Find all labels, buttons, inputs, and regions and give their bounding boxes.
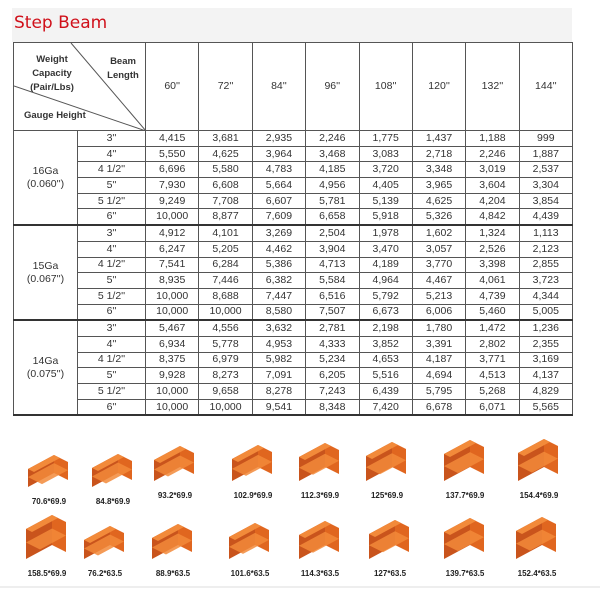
beam-dimension-label: 158.5*69.9 xyxy=(27,569,67,578)
beam-profile-item xyxy=(215,503,285,578)
capacity-cell: 1,188 xyxy=(466,131,519,147)
capacity-cell: 8,688 xyxy=(199,288,252,304)
capacity-cell: 4,333 xyxy=(306,336,359,352)
gauge-thickness: (0.075'') xyxy=(26,367,65,380)
beam-height-cell: 3'' xyxy=(78,320,146,336)
step-beam-icon xyxy=(90,431,136,491)
capacity-cell: 5,005 xyxy=(519,304,572,320)
capacity-cell: 4,625 xyxy=(412,193,465,209)
step-beam-icon xyxy=(516,425,562,485)
capacity-cell: 5,781 xyxy=(306,193,359,209)
capacity-cell: 4,101 xyxy=(199,225,252,241)
capacity-cell: 3,771 xyxy=(466,352,519,368)
beam-profile-item xyxy=(14,431,84,506)
capacity-cell: 4,912 xyxy=(146,225,199,241)
beam-height-cell: 4'' xyxy=(78,146,146,162)
capacity-cell: 5,550 xyxy=(146,146,199,162)
capacity-cell: 6,247 xyxy=(146,241,199,257)
capacity-cell: 5,584 xyxy=(306,273,359,289)
capacity-cell: 4,467 xyxy=(412,273,465,289)
capacity-cell: 4,415 xyxy=(146,131,199,147)
capacity-cell: 6,673 xyxy=(359,304,412,320)
table-row xyxy=(14,368,573,384)
step-beam-icon xyxy=(297,503,343,563)
step-beam-icon xyxy=(152,425,198,485)
capacity-cell: 1,775 xyxy=(359,131,412,147)
capacity-cell: 2,855 xyxy=(519,257,572,273)
capacity-cell: 1,780 xyxy=(412,320,465,336)
capacity-cell: 10,000 xyxy=(146,209,199,225)
capacity-cell: 3,057 xyxy=(412,241,465,257)
capacity-cell: 5,467 xyxy=(146,320,199,336)
beam-dimension-label: 101.6*63.5 xyxy=(230,569,270,578)
capacity-cell: 10,000 xyxy=(146,399,199,415)
capacity-cell: 7,708 xyxy=(199,193,252,209)
gauge-label: 14Ga xyxy=(32,354,59,367)
capacity-cell: 5,918 xyxy=(359,209,412,225)
beam-height-cell: 4'' xyxy=(78,241,146,257)
capacity-cell: 5,792 xyxy=(359,288,412,304)
table-row xyxy=(14,273,573,289)
gauge-thickness: (0.067'') xyxy=(26,272,65,285)
capacity-cell: 3,904 xyxy=(306,241,359,257)
capacity-cell: 3,468 xyxy=(306,146,359,162)
beam-height-cell: 6'' xyxy=(78,304,146,320)
capacity-cell: 5,268 xyxy=(466,384,519,400)
capacity-cell: 4,956 xyxy=(306,178,359,194)
beam-dimension-label: 125*69.9 xyxy=(370,491,404,500)
capacity-cell: 5,664 xyxy=(252,178,305,194)
capacity-cell: 1,602 xyxy=(412,225,465,241)
gauge-height-label: Gauge Height xyxy=(24,110,86,121)
capacity-cell: 3,720 xyxy=(359,162,412,178)
beam-dimension-label: 88.9*63.5 xyxy=(155,569,191,578)
beam-dimension-label: 70.6*69.9 xyxy=(31,497,67,506)
capacity-cell: 10,000 xyxy=(199,304,252,320)
capacity-cell: 2,781 xyxy=(306,320,359,336)
capacity-cell: 5,460 xyxy=(466,304,519,320)
capacity-cell: 6,608 xyxy=(199,178,252,194)
beam-height-cell: 5 1/2'' xyxy=(78,288,146,304)
beam-profile-item xyxy=(140,425,210,500)
capacity-cell: 6,696 xyxy=(146,162,199,178)
capacity-cell: 6,439 xyxy=(359,384,412,400)
beam-height-cell: 5'' xyxy=(78,178,146,194)
beam-height-cell: 6'' xyxy=(78,209,146,225)
step-beam-icon xyxy=(367,503,413,563)
capacity-cell: 4,513 xyxy=(466,368,519,384)
beam-dimension-label: 93.2*69.9 xyxy=(157,491,193,500)
table-row xyxy=(14,384,573,400)
beam-dimension-label: 127*63.5 xyxy=(373,569,407,578)
table-row xyxy=(14,131,573,147)
beam-height-cell: 4'' xyxy=(78,336,146,352)
capacity-cell: 5,778 xyxy=(199,336,252,352)
capacity-cell: 8,348 xyxy=(306,399,359,415)
capacity-cell: 10,000 xyxy=(146,304,199,320)
table-row xyxy=(14,257,573,273)
capacity-cell: 8,935 xyxy=(146,273,199,289)
table-row xyxy=(14,336,573,352)
capacity-cell: 7,507 xyxy=(306,304,359,320)
table-row xyxy=(14,146,573,162)
beam-profile-item xyxy=(352,425,422,500)
table-row xyxy=(14,209,573,225)
step-beam-icon xyxy=(364,425,410,485)
beam-length-header: 132'' xyxy=(466,43,519,131)
beam-height-cell: 5'' xyxy=(78,273,146,289)
beam-dimension-label: 102.9*69.9 xyxy=(233,491,273,500)
capacity-cell: 4,556 xyxy=(199,320,252,336)
beam-height-cell: 5'' xyxy=(78,368,146,384)
capacity-cell: 4,694 xyxy=(412,368,465,384)
capacity-cell: 2,935 xyxy=(252,131,305,147)
capacity-cell: 5,795 xyxy=(412,384,465,400)
capacity-cell: 2,246 xyxy=(466,146,519,162)
capacity-cell: 5,205 xyxy=(199,241,252,257)
capacity-cell: 6,205 xyxy=(306,368,359,384)
capacity-cell: 4,625 xyxy=(199,146,252,162)
capacity-cell: 999 xyxy=(519,131,572,147)
capacity-cell: 4,953 xyxy=(252,336,305,352)
capacity-cell: 2,246 xyxy=(306,131,359,147)
gauge-cell xyxy=(14,320,78,415)
step-beam-icon xyxy=(297,425,343,485)
capacity-cell: 4,189 xyxy=(359,257,412,273)
capacity-cell: 4,137 xyxy=(519,368,572,384)
beam-profiles xyxy=(0,425,600,585)
capacity-cell: 9,658 xyxy=(199,384,252,400)
weight-capacity-label: Weight Capacity (Pair/Lbs) xyxy=(30,54,74,93)
capacity-cell: 8,278 xyxy=(252,384,305,400)
step-beam-icon xyxy=(82,503,128,563)
beam-height-cell: 5 1/2'' xyxy=(78,384,146,400)
capacity-cell: 4,405 xyxy=(359,178,412,194)
capacity-cell: 3,854 xyxy=(519,193,572,209)
table-row xyxy=(14,288,573,304)
capacity-cell: 1,113 xyxy=(519,225,572,241)
table-row xyxy=(14,225,573,241)
capacity-cell: 4,829 xyxy=(519,384,572,400)
capacity-cell: 5,982 xyxy=(252,352,305,368)
capacity-cell: 1,236 xyxy=(519,320,572,336)
capacity-cell: 4,185 xyxy=(306,162,359,178)
capacity-cell: 7,541 xyxy=(146,257,199,273)
gauge-cell xyxy=(14,225,78,320)
capacity-cell: 4,653 xyxy=(359,352,412,368)
beam-profile-item xyxy=(355,503,425,578)
beam-dimension-label: 154.4*69.9 xyxy=(519,491,559,500)
capacity-cell: 6,934 xyxy=(146,336,199,352)
gauge-label: 16Ga xyxy=(32,164,59,177)
table-row xyxy=(14,320,573,336)
beam-profile-item xyxy=(78,431,148,506)
capacity-cell: 5,565 xyxy=(519,399,572,415)
beam-height-cell: 5 1/2'' xyxy=(78,193,146,209)
beam-profile-item xyxy=(502,503,572,578)
capacity-cell: 3,723 xyxy=(519,273,572,289)
beam-height-cell: 4 1/2'' xyxy=(78,162,146,178)
capacity-cell: 6,382 xyxy=(252,273,305,289)
beam-dimension-label: 114.3*63.5 xyxy=(300,569,340,578)
beam-profile-item xyxy=(430,503,500,578)
capacity-cell: 8,580 xyxy=(252,304,305,320)
capacity-cell: 3,304 xyxy=(519,178,572,194)
capacity-cell: 4,713 xyxy=(306,257,359,273)
gauge-cell xyxy=(14,131,78,226)
capacity-cell: 3,632 xyxy=(252,320,305,336)
capacity-cell: 2,526 xyxy=(466,241,519,257)
capacity-cell: 5,139 xyxy=(359,193,412,209)
capacity-cell: 3,269 xyxy=(252,225,305,241)
beam-length-header: 84'' xyxy=(252,43,305,131)
beam-length-header: 120'' xyxy=(412,43,465,131)
page-title: Step Beam xyxy=(14,13,108,33)
divider xyxy=(0,586,600,588)
capacity-cell: 6,071 xyxy=(466,399,519,415)
capacity-cell: 4,739 xyxy=(466,288,519,304)
capacity-cell: 4,187 xyxy=(412,352,465,368)
capacity-cell: 7,930 xyxy=(146,178,199,194)
capacity-cell: 5,326 xyxy=(412,209,465,225)
capacity-cell: 8,273 xyxy=(199,368,252,384)
beam-height-cell: 3'' xyxy=(78,225,146,241)
capacity-cell: 3,391 xyxy=(412,336,465,352)
table-row xyxy=(14,193,573,209)
capacity-cell: 2,504 xyxy=(306,225,359,241)
capacity-cell: 5,580 xyxy=(199,162,252,178)
capacity-cell: 3,770 xyxy=(412,257,465,273)
capacity-cell: 2,802 xyxy=(466,336,519,352)
capacity-cell: 3,604 xyxy=(466,178,519,194)
capacity-cell: 5,213 xyxy=(412,288,465,304)
gauge-thickness: (0.060'') xyxy=(26,177,65,190)
table-row xyxy=(14,241,573,257)
title-bar xyxy=(12,8,572,42)
load-capacity-table xyxy=(13,42,573,416)
capacity-cell: 4,344 xyxy=(519,288,572,304)
capacity-cell: 4,061 xyxy=(466,273,519,289)
capacity-cell: 2,355 xyxy=(519,336,572,352)
capacity-cell: 6,658 xyxy=(306,209,359,225)
beam-length-label: Beam Length xyxy=(107,56,139,81)
capacity-cell: 4,783 xyxy=(252,162,305,178)
capacity-cell: 6,006 xyxy=(412,304,465,320)
beam-dimension-label: 76.2*63.5 xyxy=(87,569,123,578)
beam-dimension-label: 84.8*69.9 xyxy=(95,497,131,506)
capacity-cell: 8,877 xyxy=(199,209,252,225)
beam-profile-item xyxy=(138,503,208,578)
capacity-cell: 1,978 xyxy=(359,225,412,241)
table-row xyxy=(14,178,573,194)
capacity-cell: 7,446 xyxy=(199,273,252,289)
capacity-cell: 3,965 xyxy=(412,178,465,194)
capacity-cell: 3,852 xyxy=(359,336,412,352)
beam-height-cell: 4 1/2'' xyxy=(78,257,146,273)
capacity-cell: 5,516 xyxy=(359,368,412,384)
capacity-cell: 6,979 xyxy=(199,352,252,368)
header-row xyxy=(14,43,573,131)
capacity-cell: 2,718 xyxy=(412,146,465,162)
table-row xyxy=(14,162,573,178)
step-beam-icon xyxy=(442,425,488,485)
beam-height-cell: 6'' xyxy=(78,399,146,415)
capacity-cell: 9,249 xyxy=(146,193,199,209)
beam-height-cell: 3'' xyxy=(78,131,146,147)
capacity-cell: 7,243 xyxy=(306,384,359,400)
capacity-cell: 3,083 xyxy=(359,146,412,162)
capacity-cell: 3,398 xyxy=(466,257,519,273)
capacity-cell: 3,681 xyxy=(199,131,252,147)
capacity-cell: 1,887 xyxy=(519,146,572,162)
capacity-cell: 3,964 xyxy=(252,146,305,162)
beam-length-header: 72'' xyxy=(199,43,252,131)
beam-length-header: 60'' xyxy=(146,43,199,131)
capacity-cell: 3,019 xyxy=(466,162,519,178)
step-beam-icon xyxy=(150,503,196,563)
capacity-cell: 3,348 xyxy=(412,162,465,178)
corner-header xyxy=(14,43,146,131)
capacity-cell: 10,000 xyxy=(199,399,252,415)
capacity-cell: 6,678 xyxy=(412,399,465,415)
capacity-cell: 7,609 xyxy=(252,209,305,225)
capacity-cell: 2,123 xyxy=(519,241,572,257)
capacity-cell: 1,472 xyxy=(466,320,519,336)
table-row xyxy=(14,304,573,320)
capacity-cell: 4,204 xyxy=(466,193,519,209)
capacity-cell: 10,000 xyxy=(146,384,199,400)
capacity-cell: 1,437 xyxy=(412,131,465,147)
beam-length-header: 96'' xyxy=(306,43,359,131)
capacity-cell: 3,470 xyxy=(359,241,412,257)
capacity-cell: 5,386 xyxy=(252,257,305,273)
capacity-cell: 9,541 xyxy=(252,399,305,415)
beam-dimension-label: 137.7*69.9 xyxy=(445,491,485,500)
beam-height-cell: 4 1/2'' xyxy=(78,352,146,368)
step-beam-icon xyxy=(26,431,72,491)
capacity-cell: 7,447 xyxy=(252,288,305,304)
capacity-cell: 4,964 xyxy=(359,273,412,289)
step-beam-icon xyxy=(442,503,488,563)
capacity-cell: 4,842 xyxy=(466,209,519,225)
beam-profile-item xyxy=(218,425,288,500)
table-row xyxy=(14,399,573,415)
capacity-cell: 5,234 xyxy=(306,352,359,368)
beam-dimension-label: 139.7*63.5 xyxy=(445,569,485,578)
beam-dimension-label: 112.3*69.9 xyxy=(300,491,340,500)
capacity-cell: 2,537 xyxy=(519,162,572,178)
beam-profile-item xyxy=(430,425,500,500)
beam-profile-item xyxy=(504,425,574,500)
capacity-cell: 2,198 xyxy=(359,320,412,336)
beam-profile-item xyxy=(285,503,355,578)
capacity-cell: 7,420 xyxy=(359,399,412,415)
step-beam-icon xyxy=(230,425,276,485)
capacity-cell: 6,284 xyxy=(199,257,252,273)
capacity-cell: 6,516 xyxy=(306,288,359,304)
gauge-label: 15Ga xyxy=(32,259,59,272)
beam-length-header: 108'' xyxy=(359,43,412,131)
beam-length-header: 144'' xyxy=(519,43,572,131)
capacity-cell: 7,091 xyxy=(252,368,305,384)
capacity-cell: 6,607 xyxy=(252,193,305,209)
capacity-cell: 10,000 xyxy=(146,288,199,304)
beam-profile-item xyxy=(285,425,355,500)
beam-dimension-label: 152.4*63.5 xyxy=(517,569,557,578)
capacity-cell: 1,324 xyxy=(466,225,519,241)
capacity-cell: 4,462 xyxy=(252,241,305,257)
beam-profile-item xyxy=(70,503,140,578)
capacity-cell: 8,375 xyxy=(146,352,199,368)
capacity-cell: 9,928 xyxy=(146,368,199,384)
step-beam-icon xyxy=(24,503,70,563)
capacity-cell: 3,169 xyxy=(519,352,572,368)
step-beam-icon xyxy=(514,503,560,563)
table-row xyxy=(14,352,573,368)
step-beam-icon xyxy=(227,503,273,563)
capacity-cell: 4,439 xyxy=(519,209,572,225)
